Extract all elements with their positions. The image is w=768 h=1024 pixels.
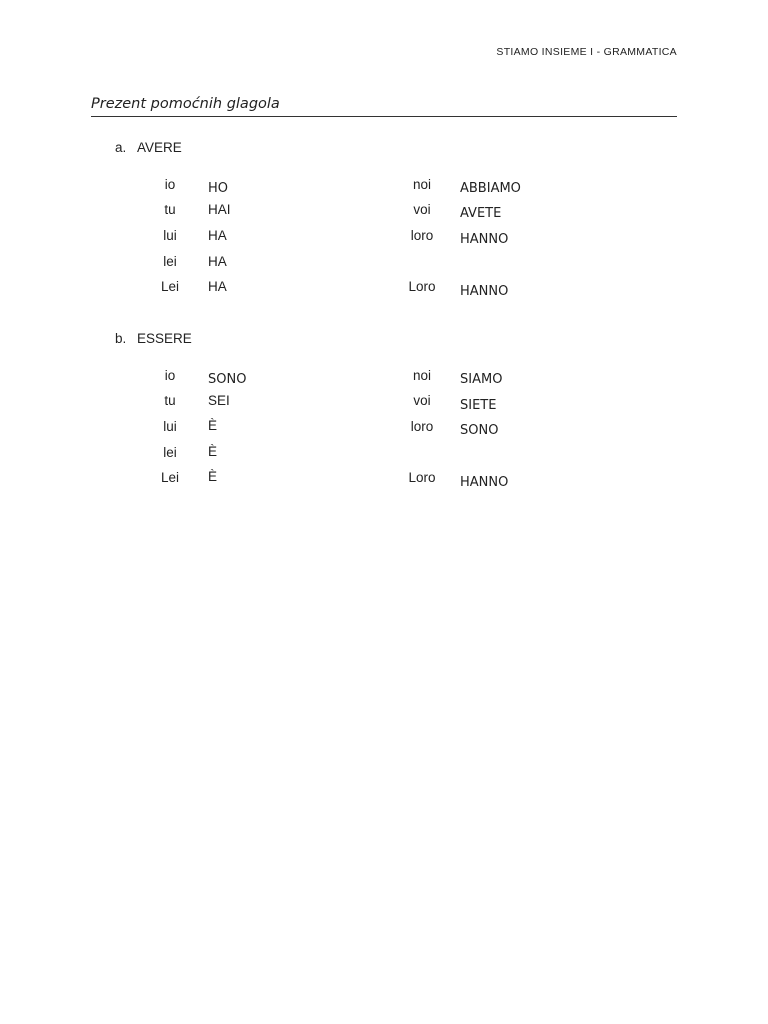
pronoun-tu: tu [164, 393, 176, 408]
verb-form: SIAMO [460, 372, 503, 387]
pronoun-lei: lei [163, 445, 177, 460]
verb-form: SONO [460, 423, 499, 438]
pronoun-loro: loro [410, 419, 434, 434]
pronoun-lui: lui [163, 228, 177, 243]
verb-form: SONO [208, 372, 247, 387]
section-verb: ESSERE [137, 331, 192, 346]
verb-form: SIETE [460, 398, 497, 413]
verb-form: È [208, 444, 218, 459]
verb-form: È [208, 418, 218, 433]
verb-form: HANNO [460, 475, 509, 490]
verb-form: HA [208, 228, 227, 243]
section-verb: AVERE [137, 140, 182, 155]
page-title: Prezent pomoćnih glagola [91, 96, 280, 112]
pronoun-noi: noi [412, 177, 431, 192]
pronoun-tu: tu [164, 202, 176, 217]
pronoun-io: io [164, 368, 176, 383]
section-heading-essere [115, 331, 192, 346]
verb-form: HA [208, 279, 227, 294]
pronoun-loro-formal: Loro [408, 470, 436, 485]
pronoun-lei: lei [163, 254, 177, 269]
pronoun-lei-formal: Lei [160, 279, 179, 294]
pronoun-loro: loro [410, 228, 434, 243]
verb-form: HA [208, 254, 227, 269]
verb-form: HAI [208, 202, 231, 217]
pronoun-voi: voi [413, 393, 431, 408]
section-letter: a. [115, 140, 127, 155]
verb-form: HANNO [460, 232, 509, 247]
pronoun-lui: lui [163, 419, 177, 434]
verb-form: È [208, 469, 218, 484]
pronoun-io: io [164, 177, 176, 192]
pronoun-lei-formal: Lei [160, 470, 179, 485]
verb-form: HO [208, 181, 229, 196]
verb-form: HANNO [460, 284, 509, 299]
pronoun-voi: voi [413, 202, 431, 217]
section-letter: b. [115, 331, 127, 346]
verb-form: ABBIAMO [460, 181, 521, 196]
pronoun-loro-formal: Loro [408, 279, 436, 294]
running-header: STIAMO INSIEME I - GRAMMATICA [496, 46, 677, 58]
title-rule [91, 94, 677, 117]
section-heading-avere [115, 140, 182, 155]
verb-form: SEI [208, 393, 230, 408]
verb-form: AVETE [460, 206, 502, 221]
pronoun-noi: noi [412, 368, 431, 383]
